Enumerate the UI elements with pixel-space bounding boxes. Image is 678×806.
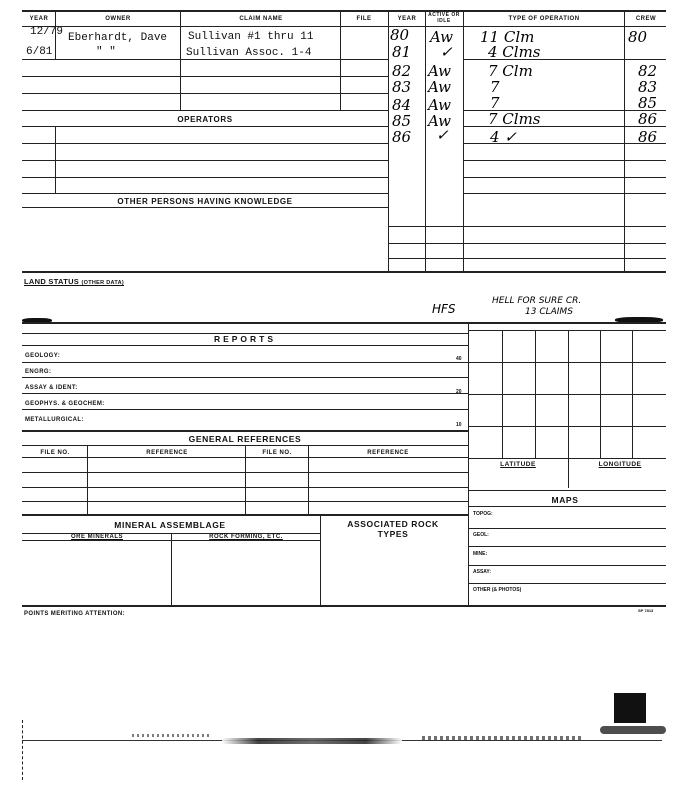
scan-dark-block: [614, 693, 646, 723]
op-row-2-year: 81: [392, 43, 412, 61]
ref-reference-header: REFERENCE: [146, 450, 188, 456]
report-geology-num: 40: [456, 356, 462, 362]
report-engrg-label: ENGRG:: [25, 369, 52, 375]
reports-title: REPORTS: [213, 334, 277, 344]
col-claim-header: CLAIM NAME: [239, 16, 283, 22]
map-mine-label: MINE:: [473, 551, 488, 557]
op-row-6-crew: 86: [638, 110, 658, 128]
map-topog-label: TOPOG:: [473, 511, 493, 517]
op-row-6-year: 85: [392, 112, 412, 130]
land-status-subtitle: (OTHER DATA): [81, 280, 124, 286]
associated-rock-types-title: ASSOCIATED ROCK TYPES: [347, 519, 439, 539]
rock-forming-header: ROCK FORMING, ETC.: [209, 534, 283, 540]
op-row-5-status: Aw: [428, 96, 451, 114]
op-row-3-status: Aw: [428, 62, 451, 80]
op-row-1-status: Aw: [430, 28, 453, 46]
land-status-label: [24, 277, 124, 286]
op-row-2-status: ✓: [440, 43, 453, 61]
col-file-header: FILE: [356, 16, 372, 22]
other-persons-title: OTHER PERSONS HAVING KNOWLEDGE: [117, 197, 293, 206]
op-row-4-status: Aw: [428, 78, 451, 96]
report-assay-label: ASSAY & IDENT:: [25, 385, 78, 391]
land-status-title: LAND STATUS: [24, 277, 80, 286]
report-geology-label: GEOLOGY:: [25, 353, 61, 359]
report-metallurgical-num: 10: [456, 422, 462, 428]
op-row-1-type: 11 Clm: [480, 28, 535, 46]
op-row-6-status: Aw: [428, 112, 451, 130]
col-owner-header: OWNER: [105, 16, 131, 22]
operators-title: OPERATORS: [177, 115, 233, 124]
owner-row-2-claim: Sullivan Assoc. 1-4: [186, 47, 312, 59]
land-note-code: HFS: [432, 302, 456, 316]
op-row-1-crew: 80: [628, 28, 648, 46]
op-row-4-year: 83: [392, 78, 412, 96]
owner-row-1-claim: Sullivan #1 thru 11: [188, 31, 314, 43]
ore-minerals-header: ORE MINERALS: [70, 534, 123, 540]
latitude-label: LATITUDE: [500, 461, 536, 468]
report-geophys-label: GEOPHYS. & GEOCHEM:: [25, 401, 105, 407]
owner-row-2-year: 6/81: [26, 46, 53, 58]
op-row-4-crew: 83: [638, 78, 658, 96]
op-row-7-year: 86: [392, 128, 412, 146]
scan-dark-edge: [600, 726, 666, 734]
col-crew-header: CREW: [635, 16, 657, 22]
op-row-5-type: 7: [490, 94, 500, 112]
maps-title: MAPS: [551, 495, 579, 505]
map-geol-label: GEOL:: [473, 532, 489, 538]
col-year2-header: YEAR: [397, 16, 417, 22]
op-row-7-type: 4 ✓: [490, 128, 517, 146]
ref-reference2-header: REFERENCE: [367, 450, 409, 456]
ref-file-no-header: FILE NO.: [40, 450, 70, 456]
general-references-title: GENERAL REFERENCES: [188, 434, 302, 444]
op-row-6-type: 7 Clms: [488, 110, 541, 128]
op-row-5-year: 84: [392, 96, 412, 114]
op-row-3-type: 7 Clm: [488, 62, 533, 80]
land-note-line1: HELL FOR SURE CR.: [492, 296, 582, 306]
op-row-2-type: 4 Clms: [488, 43, 541, 61]
owner-row-1-owner: Eberhardt, Dave: [68, 32, 168, 44]
ref-file-no2-header: FILE NO.: [262, 450, 292, 456]
mineral-assemblage-title: MINERAL ASSEMBLAGE: [114, 520, 226, 530]
scan-noise-band: [22, 730, 662, 752]
points-meriting-label: POINTS MERITING ATTENTION:: [24, 611, 126, 617]
map-other-label: OTHER (& PHOTOS): [473, 587, 522, 593]
op-row-7-status: ✓: [436, 126, 449, 144]
op-row-3-year: 82: [392, 62, 412, 80]
op-row-4-type: 7: [490, 78, 500, 96]
op-row-5-crew: 85: [638, 94, 658, 112]
col-operation-header: TYPE OF OPERATION: [508, 16, 580, 22]
owner-row-1-year: 12/79: [30, 26, 64, 38]
report-metallurgical-label: METALLURGICAL:: [25, 417, 84, 423]
col-year-header: YEAR: [29, 16, 49, 22]
owner-row-2-owner: " ": [96, 46, 116, 58]
op-row-7-crew: 86: [638, 128, 658, 146]
op-row-1-year: 80: [390, 26, 410, 44]
report-assay-num: 20: [456, 389, 462, 395]
op-row-3-crew: 82: [638, 62, 658, 80]
longitude-label: LONGITUDE: [598, 461, 642, 468]
land-note-line2: 13 CLAIMS: [525, 307, 573, 317]
col-active-idle-header: ACTIVE OR IDLE: [428, 12, 460, 24]
form-number: SP 7813: [638, 608, 654, 613]
map-assay-label: ASSAY:: [473, 569, 492, 575]
